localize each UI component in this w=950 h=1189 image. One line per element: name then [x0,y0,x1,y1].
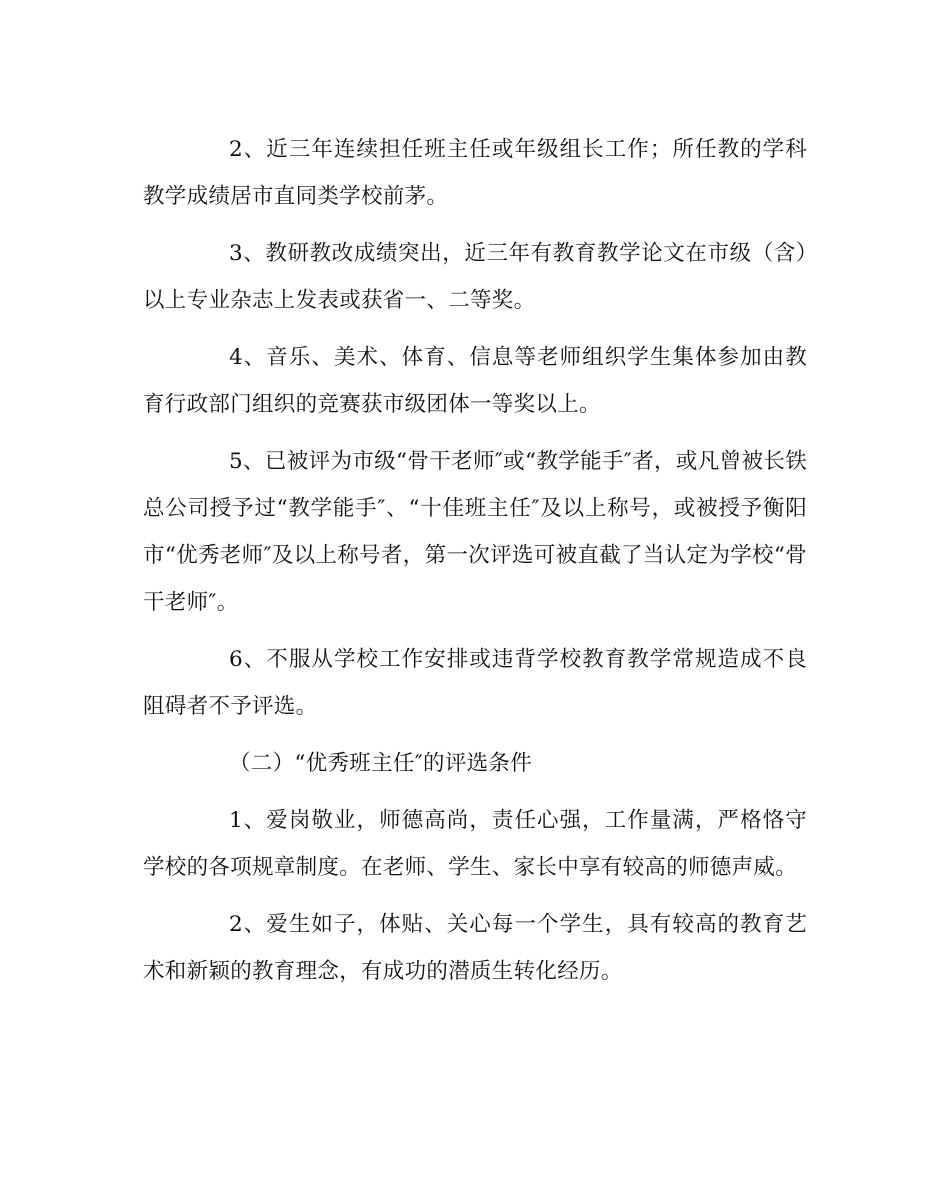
paragraph-2: 2、近三年连续担任班主任或年级组长工作；所任教的学科教学成绩居市直同类学校前茅。 [143,137,807,209]
section-heading: （二）“优秀班主任″的评选条件 [229,751,533,776]
paragraph-4: 4、音乐、美术、体育、信息等老师组织学生集体参加由教育行政部门组织的竞赛获市级团体一等奖以上。 [143,345,807,417]
paragraph-3: 3、教研教改成绩突出，近三年有教育教学论文在市级（含）以上专业杂志上发表或获省一、二等奖。 [143,241,807,313]
section-paragraph-2: 2、爱生如子，体贴、关心每一个学生，具有较高的教育艺术和新颖的教育理念，有成功的潜质生转化经历。 [143,912,807,984]
section-paragraph-1: 1、爱岗敬业，师德高尚，责任心强，工作量满，严格恪守学校的各项规章制度。在老师、学生、家长中享有较高的师德声威。 [143,808,807,880]
document-body [143,126,807,1005]
paragraph-6: 6、不服从学校工作安排或违背学校教育教学常规造成不良阻碍者不予评选。 [143,647,807,719]
paragraph-5: 5、已被评为市级“骨干老师″或“教学能手″者，或凡曾被长铁总公司授予过“教学能手″、“十佳班主任″及以上称号，或被授予衡阳市“优秀老师″及以上称号者，第一次评选可被直截了当认定为学校“骨干老师″。 [143,449,807,615]
